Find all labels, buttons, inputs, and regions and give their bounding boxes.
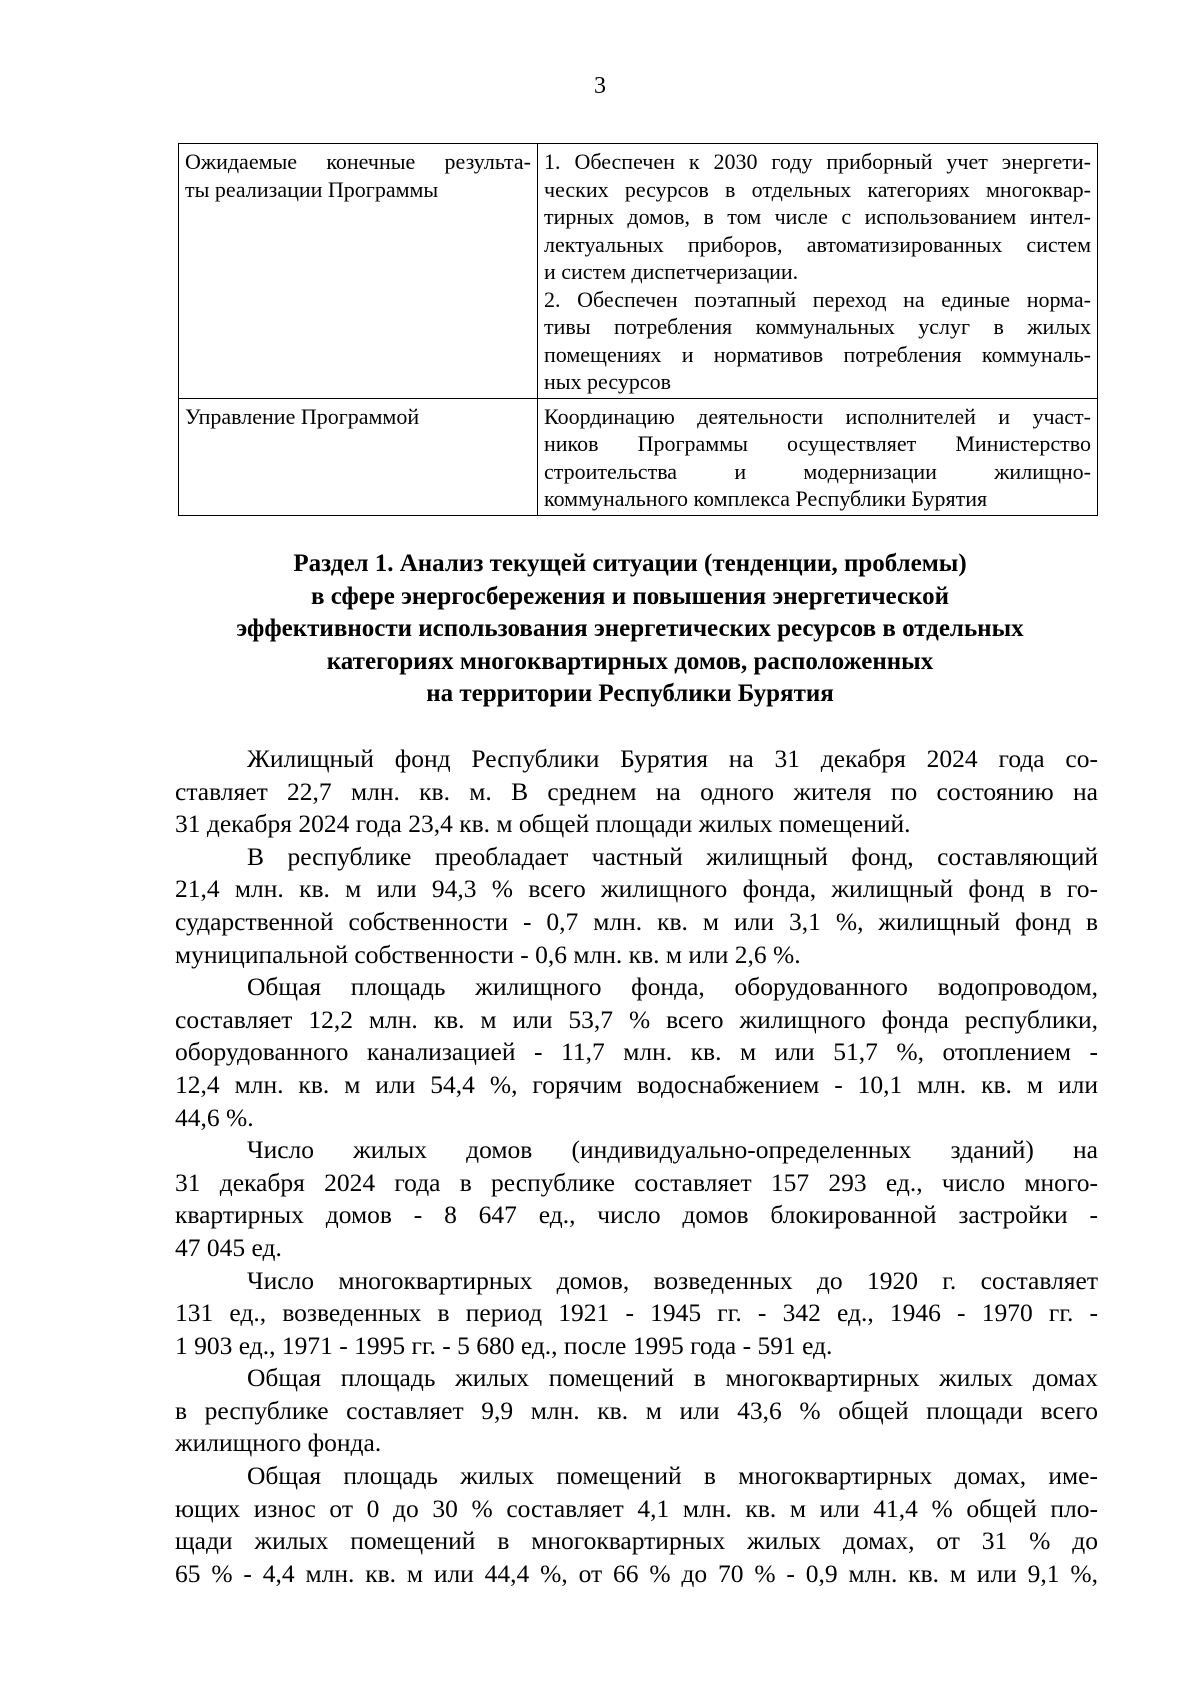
text-line: 31 декабря 2024 года в республике составляет 157 293 ед., число много- [175, 1167, 1098, 1197]
paragraph-construction-periods [175, 1265, 1098, 1363]
text-line: ставляет 22,7 млн. кв. м. В среднем на одного жителя по состоянию на [175, 776, 1098, 806]
table-row-expected-results [179, 144, 1098, 399]
text-line: Общая площадь жилых помещений в многоквартирных жилых домах [247, 1363, 1098, 1393]
text-line: 44,6 %. [175, 1102, 254, 1132]
paragraph-housing-stock [175, 743, 1098, 841]
text-line: Общая площадь жилищного фонда, оборудованного водопроводом, [247, 972, 1098, 1002]
cell-text-line: и систем диспетчеризации. [544, 259, 799, 284]
page-number: 3 [594, 73, 606, 99]
table-row-program-management [179, 398, 1098, 515]
row-label-expected-results [179, 144, 538, 399]
text-line: в республике составляет 9,9 млн. кв. м или 43,6 % общей площади всего [175, 1395, 1098, 1425]
text-line: 1 903 ед., 1971 - 1995 гг. - 5 680 ед., после 1995 года - 591 ед. [175, 1330, 833, 1360]
text-line: Число многоквартирных домов, возведенных до 1920 г. составляет [247, 1265, 1098, 1295]
cell-text-line: ников Программы осуществляет Министерство [544, 431, 1091, 456]
section-title-line: Раздел 1. Анализ текущей ситуации (тенденции, проблемы) [293, 550, 967, 577]
row-value-expected-results [538, 144, 1098, 399]
paragraph-apartment-area [175, 1362, 1098, 1460]
text-line: В республике преобладает частный жилищный фонд, составляющий [247, 841, 1098, 871]
cell-text-line: ты реализации Программы [185, 176, 439, 202]
text-line: 31 декабря 2024 года 23,4 кв. м общей площади жилых помещений. [175, 809, 911, 839]
text-line: 65 % - 4,4 млн. кв. м или 44,4 %, от 66 % до 70 % - 0,9 млн. кв. м или 9,1 %, [175, 1558, 1098, 1588]
paragraph-ownership [175, 841, 1098, 971]
cell-text-line: ных ресурсов [544, 369, 671, 394]
section-title-line: в сфере энергосбережения и повышения энергетической [310, 582, 950, 610]
text-line: 12,4 млн. кв. м или 54,4 %, горячим водоснабжением - 10,1 млн. кв. м или [175, 1069, 1098, 1099]
text-line: оборудованного канализацией - 11,7 млн. кв. м или 51,7 %, отоплением - [175, 1037, 1098, 1067]
text-line: 47 045 ед. [175, 1232, 282, 1262]
body-text [175, 743, 1098, 1590]
text-line: Общая площадь жилых помещений в многоквартирных домах, име- [247, 1461, 1098, 1491]
cell-text-line: коммунального комплекса Республики Бурятия [544, 486, 988, 511]
text-line: Жилищный фонд Республики Бурятия на 31 декабря 2024 года со- [247, 744, 1098, 773]
section-title-line: на территории Республики Бурятия [426, 680, 834, 707]
cell-text-line: помещениях и нормативов потребления коммуналь- [544, 341, 1091, 367]
text-line: ющих износ от 0 до 30 % составляет 4,1 млн. кв. м или 41,4 % общей пло- [175, 1493, 1098, 1523]
text-line: жилищного фонда. [175, 1428, 382, 1458]
paragraph-house-count [175, 1134, 1098, 1264]
cell-text-line: строительства и модернизации жилищно- [544, 458, 1091, 484]
text-line: Число жилых домов (индивидуально-определенных зданий) на [247, 1135, 1098, 1165]
section-title [150, 548, 1110, 711]
text-line: квартирных домов - 8 647 ед., число домов блокированной застройки - [175, 1200, 1098, 1230]
program-passport-table [178, 143, 1098, 516]
text-line: 131 ед., возведенных в период 1921 - 1945 гг. - 342 ед., 1946 - 1970 гг. - [175, 1298, 1098, 1328]
cell-text-line: тивы потребления коммунальных услуг в жилых [544, 314, 1091, 339]
section-title-line: категориях многоквартирных домов, расположенных [326, 647, 934, 675]
paragraph-utilities [175, 971, 1098, 1134]
text-line: муниципальной собственности - 0,6 млн. кв. м или 2,6 %. [175, 939, 801, 969]
row-label-program-management [179, 398, 538, 515]
cell-text-line: Координацию деятельности исполнителей и участ- [544, 403, 1091, 429]
text-line: составляет 12,2 млн. кв. м или 53,7 % всего жилищного фонда республики, [175, 1004, 1098, 1034]
section-title-line: эффективности использования энергетических ресурсов в отдельных [236, 615, 1024, 642]
cell-text-line: 1. Обеспечен к 2030 году приборный учет энергети- [544, 149, 1091, 174]
row-value-program-management [538, 398, 1098, 515]
text-line: 21,4 млн. кв. м или 94,3 % всего жилищного фонда, жилищный фонд в го- [175, 874, 1098, 904]
cell-text-line: Ожидаемые конечные результа- [185, 149, 531, 174]
text-line: щади жилых помещений в многоквартирных жилых домах, от 31 % до [175, 1526, 1098, 1556]
cell-text-line: ческих ресурсов в отдельных категориях многоквар- [544, 176, 1091, 202]
cell-text-line: 2. Обеспечен поэтапный переход на единые норма- [544, 286, 1091, 312]
cell-text-line: Управление Программой [185, 403, 420, 429]
cell-text-line: лектуальных приборов, автоматизированных систем [544, 231, 1091, 257]
cell-text-line: тирных домов, в том числе с использованием интел- [544, 204, 1091, 229]
paragraph-wear-level [175, 1460, 1098, 1590]
text-line: сударственной собственности - 0,7 млн. кв. м или 3,1 %, жилищный фонд в [175, 906, 1098, 936]
